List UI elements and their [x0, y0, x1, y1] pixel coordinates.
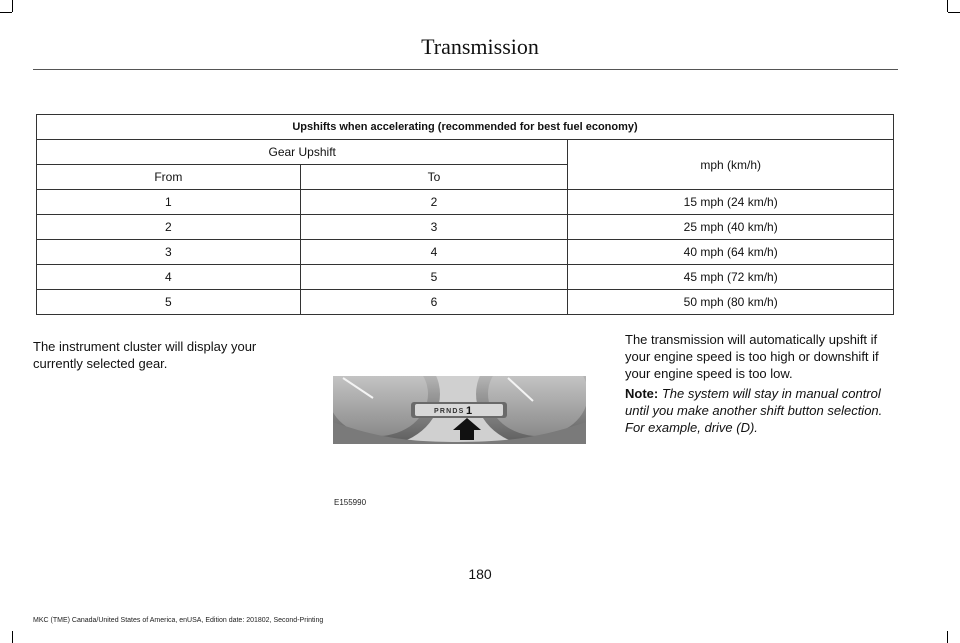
gear-number: 1: [466, 405, 473, 417]
from-cell: 4: [37, 265, 301, 290]
from-cell: 1: [37, 190, 301, 215]
from-cell: 2: [37, 215, 301, 240]
crop-mark: [947, 631, 948, 643]
figure-code: E155990: [334, 498, 367, 507]
upshift-table: [36, 114, 894, 315]
note-paragraph: [625, 385, 900, 436]
from-cell: 3: [37, 240, 301, 265]
table-row: [37, 290, 894, 315]
speed-header: mph (km/h): [568, 140, 894, 190]
from-cell: 5: [37, 290, 301, 315]
speed-cell: 50 mph (80 km/h): [568, 290, 894, 315]
crop-mark: [12, 631, 13, 643]
table-row: [37, 190, 894, 215]
table-row: [37, 215, 894, 240]
page-number: 180: [468, 566, 492, 582]
from-header: From: [37, 165, 301, 190]
crop-mark: [948, 12, 960, 13]
crop-mark: [12, 0, 13, 12]
to-cell: 3: [300, 215, 568, 240]
to-header: To: [300, 165, 568, 190]
speed-cell: 40 mph (64 km/h): [568, 240, 894, 265]
to-cell: 5: [300, 265, 568, 290]
note-label: Note:: [625, 386, 659, 401]
to-cell: 4: [300, 240, 568, 265]
gear-upshift-header: Gear Upshift: [37, 140, 568, 165]
gear-readout: PRNDS: [434, 408, 465, 415]
table-row: [37, 240, 894, 265]
to-cell: 2: [300, 190, 568, 215]
instrument-cluster-figure: [333, 376, 586, 444]
speed-cell: 45 mph (72 km/h): [568, 265, 894, 290]
table-row: [37, 265, 894, 290]
crop-mark: [947, 0, 948, 12]
to-cell: 6: [300, 290, 568, 315]
page-title: Transmission: [421, 34, 539, 59]
note-text: The system will stay in manual control until you make another shift button selection. For example, drive (D).: [625, 386, 883, 435]
auto-shift-paragraph: The transmission will automatically upshift if your engine speed is too high or downshift if your engine speed is too low.: [625, 332, 879, 381]
speed-cell: 15 mph (24 km/h): [568, 190, 894, 215]
cluster-paragraph: The instrument cluster will display your currently selected gear.: [33, 339, 257, 371]
footer-text: MKC (TME) Canada/United States of America, enUSA, Edition date: 201802, Second-Printing: [33, 617, 324, 624]
speed-cell: 25 mph (40 km/h): [568, 215, 894, 240]
title-divider: [33, 69, 898, 70]
crop-mark: [0, 12, 12, 13]
table-caption: Upshifts when accelerating (recommended for best fuel economy): [37, 115, 894, 140]
